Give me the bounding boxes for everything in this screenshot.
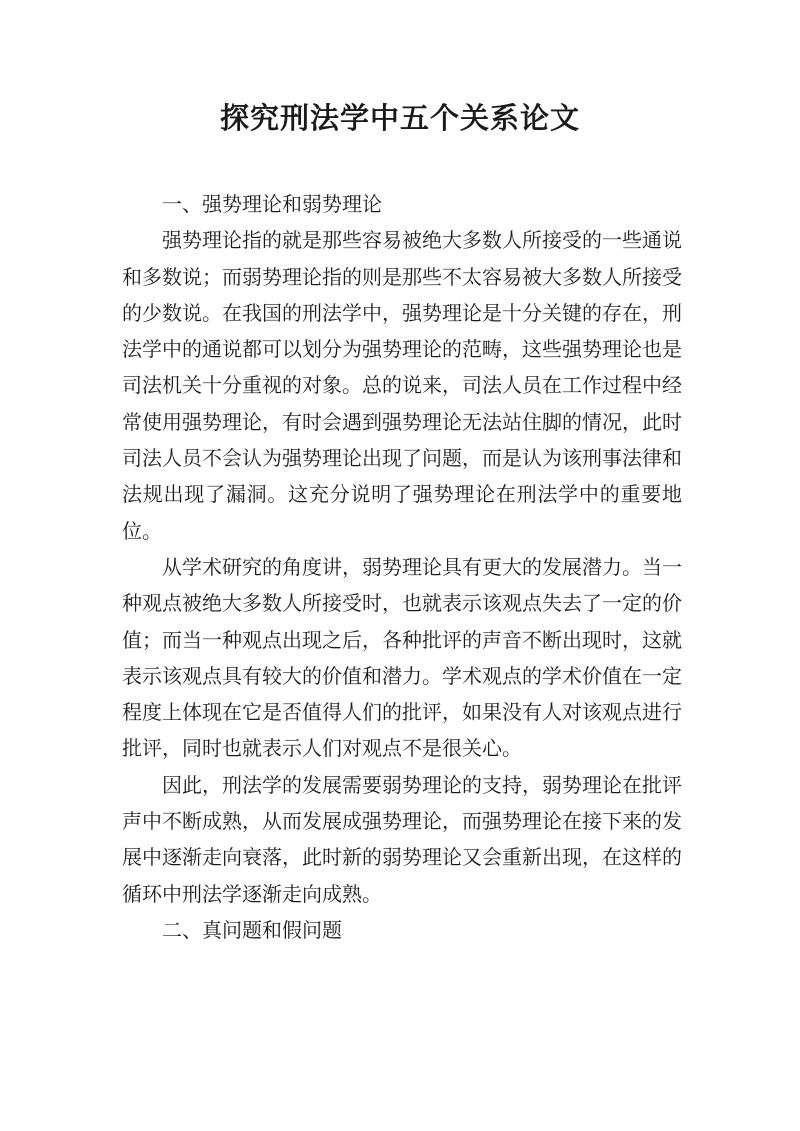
paragraph: 从学术研究的角度讲，弱势理论具有更大的发展潜力。当一种观点被绝大多数人所接受时，也就表示该观点失去了一定的价值；而当一种观点出现之后，各种批评的声音不断出现时，这就表示该观点具有较大的价值和潜力。学术观点的学术价值在一定程度上体现在它是否值得人们的批评，如果没有人对该观点进行批评，同时也就表示人们对观点不是很关心。 [122,554,682,761]
section-heading-1: 一、强势理论和弱势理论 [162,192,382,216]
document-body [122,186,682,948]
paragraph: 强势理论指的就是那些容易被绝大多数人所接受的一些通说和多数说；而弱势理论指的则是那些不太容易被大多数人所接受的少数说。在我国的刑法学中，强势理论是十分关键的存在，刑法学中的通说都可以划分为强势理论的范畴，这些强势理论也是司法机关十分重视的对象。总的说来，司法人员在工作过程中经常使用强势理论，有时会遇到强势理论无法站住脚的情况，此时司法人员不会认为强势理论出现了问题，而是认为该刑事法律和法规出现了漏洞。这充分说明了强势理论在刑法学中的重要地位。 [122,228,682,543]
document-title: 探究刑法学中五个关系论文 [219,101,580,135]
paragraph: 因此，刑法学的发展需要弱势理论的支持，弱势理论在批评声中不断成熟，从而发展成强势理论，而强势理论在接下来的发展中逐渐走向衰落，此时新的弱势理论又会重新出现，在这样的循环中刑法学逐渐走向成熟。 [122,772,682,906]
section-heading-2: 二、真问题和假问题 [162,917,342,942]
